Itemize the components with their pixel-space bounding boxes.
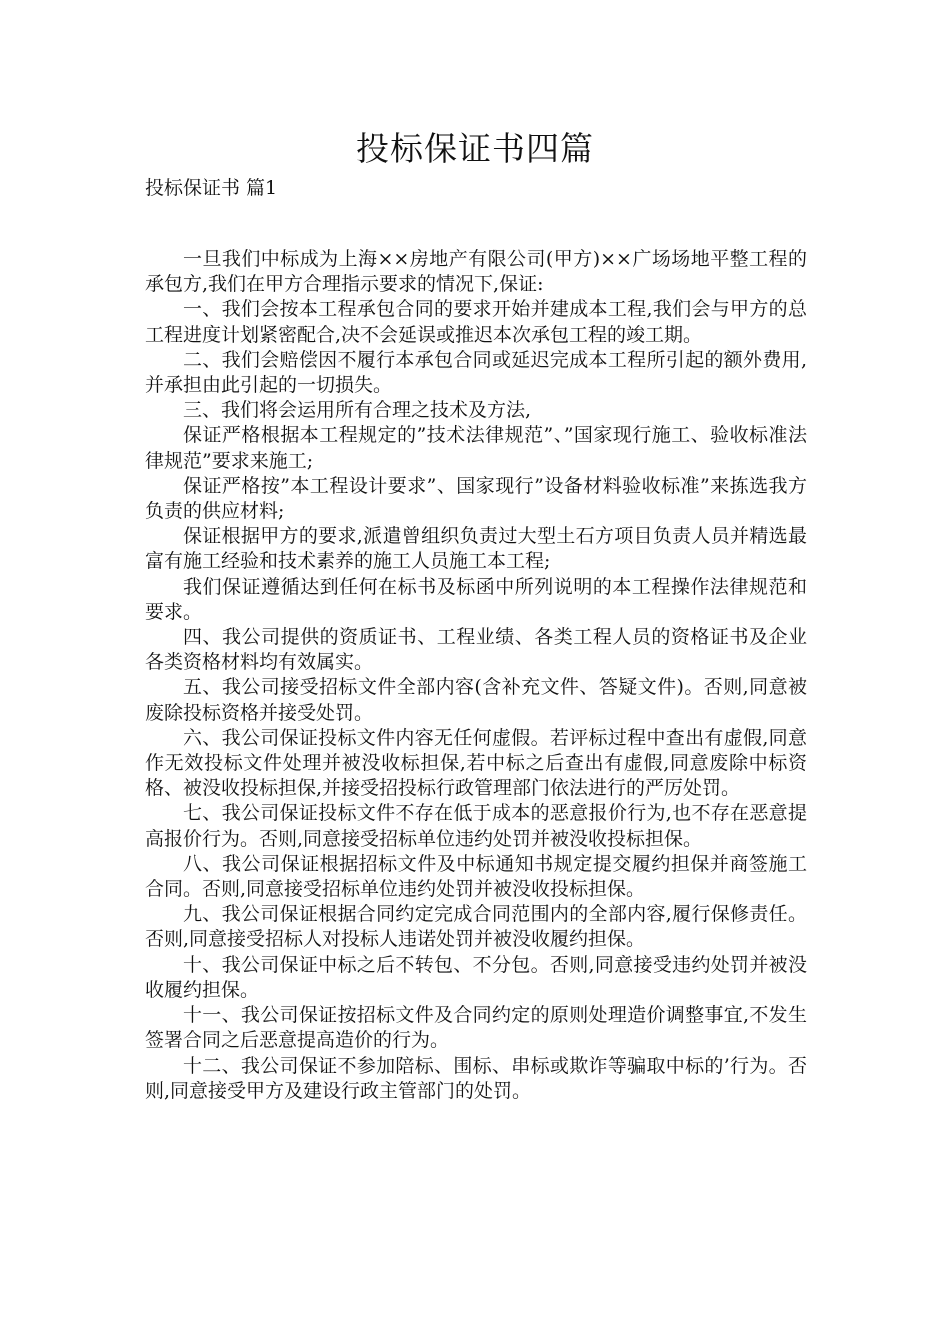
paragraph: 十二、我公司保证不参加陪标、围标、串标或欺诈等骗取中标的’行为。否则,同意接受甲方及建设行政主管部门的处罚。 <box>145 1054 807 1102</box>
paragraph: 八、我公司保证根据招标文件及中标通知书规定提交履约担保并商签施工合同。否则,同意接受招标单位违约处罚并被没收投标担保。 <box>145 852 807 901</box>
paragraph: 一、我们会按本工程承包合同的要求开始并建成本工程,我们会与甲方的总工程进度计划紧密配合,决不会延误或推迟本次承包工程的竣工期。 <box>145 298 807 346</box>
page-title: 投标保证书四篇 <box>356 129 594 168</box>
section-heading: 投标保证书 篇1 <box>145 177 278 199</box>
paragraph: 四、我公司提供的资质证书、工程业绩、各类工程人员的资格证书及企业各类资格材料均有效属实。 <box>145 626 807 674</box>
paragraph: 五、我公司接受招标文件全部内容(含补充文件、答疑文件)。否则,同意被废除投标资格并接受处罚。 <box>145 676 807 724</box>
document-body <box>145 247 807 1104</box>
paragraph: 保证根据甲方的要求,派遣曾组织负责过大型土石方项目负责人员并精选最富有施工经验和技术素养的施工人员施工本工程; <box>145 525 807 573</box>
paragraph: 二、我们会赔偿因不履行本承包合同或延迟完成本工程所引起的额外费用,并承担由此引起的一切损失。 <box>145 348 807 397</box>
paragraph: 六、我公司保证投标文件内容无任何虚假。若评标过程中查出有虚假,同意作无效投标文件处理并被没收标担保,若中标之后查出有虚假,同意废除中标资格、被没收投标担保,并接受招投标行政管理部门依法进行的严厉处罚。 <box>145 726 807 800</box>
paragraph: 保证严格按”本工程设计要求”、国家现行”设备材料验收标准”来拣选我方负责的供应材料; <box>145 474 807 523</box>
paragraph: 九、我公司保证根据合同约定完成合同范围内的全部内容,履行保修责任。否则,同意接受招标人对投标人违诺处罚并被没收履约担保。 <box>145 903 807 951</box>
paragraph: 三、我们将会运用所有合理之技术及方法, <box>183 399 532 422</box>
paragraph: 我们保证遵循达到任何在标书及标函中所列说明的本工程操作法律规范和要求。 <box>145 575 807 623</box>
paragraph: 七、我公司保证投标文件不存在低于成本的恶意报价行为,也不存在恶意提高报价行为。否则,同意接受招标单位违约处罚并被没收投标担保。 <box>145 802 807 850</box>
paragraph: 保证严格根据本工程规定的”技术法律规范”、”国家现行施工、验收标准法律规范”要求来施工; <box>145 424 807 472</box>
paragraph: 十一、我公司保证按招标文件及合同约定的原则处理造价调整事宜,不发生签署合同之后恶意提高造价的行为。 <box>145 1004 807 1052</box>
paragraph: 一旦我们中标成为上海××房地产有限公司(甲方)××广场场地平整工程的承包方,我们在甲方合理指示要求的情况下,保证: <box>145 248 807 296</box>
paragraph: 十、我公司保证中标之后不转包、不分包。否则,同意接受违约处罚并被没收履约担保。 <box>145 953 807 1001</box>
